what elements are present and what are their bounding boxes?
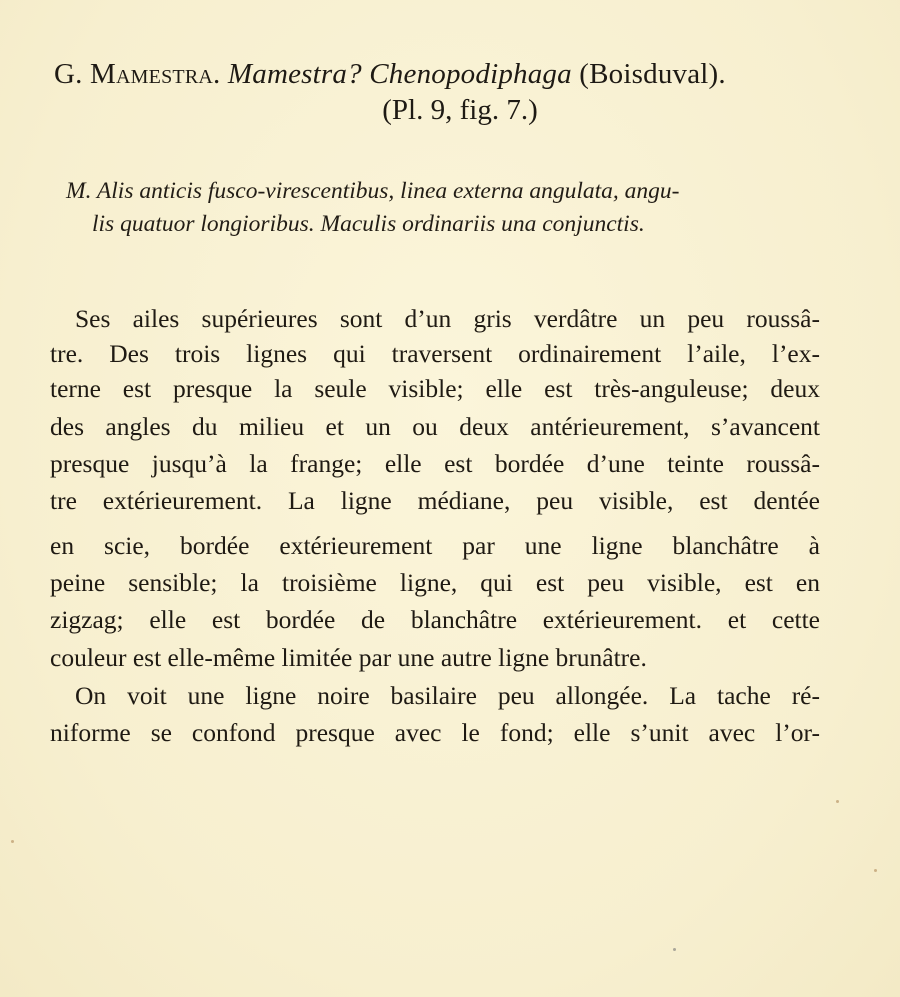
species-name: Mamestra? Chenopodiphaga	[227, 58, 572, 90]
body-text-line: Ses ailes supérieures sont d’un gris verdâtre un peu roussâ-	[75, 304, 820, 333]
body-text-line: terne est presque la seule visible; elle est très-anguleuse; deux	[50, 374, 820, 403]
body-text-line: On voit une ligne noire basilaire peu allongée. La tache ré-	[75, 681, 820, 710]
body-text-line: des angles du milieu et un ou deux antérieurement, s’avancent	[50, 412, 820, 441]
paper-speck	[836, 800, 839, 803]
heading-prefix: G.	[54, 58, 83, 90]
body-text-line: zigzag; elle est bordée de blanchâtre extérieurement. et cette	[50, 605, 820, 634]
latin-diagnosis-line-1: M. Alis anticis fusco-virescentibus, linea externa angulata, angu-	[66, 178, 680, 204]
body-text-line: tre. Des trois lignes qui traversent ordinairement l’aile, l’ex-	[50, 339, 820, 368]
body-text-line: niforme se confond presque avec le fond; elle s’unit avec l’or-	[50, 718, 820, 747]
body-text-line: couleur est elle-même limitée par une autre ligne brunâtre.	[50, 643, 647, 672]
paper-speck	[874, 869, 877, 872]
body-text-line: tre extérieurement. La ligne médiane, peu visible, est dentée	[50, 486, 820, 515]
paper-speck	[11, 840, 14, 843]
body-text-line: peine sensible; la troisième ligne, qui est peu visible, est en	[50, 568, 820, 597]
body-text-line: en scie, bordée extérieurement par une ligne blanchâtre à	[50, 531, 820, 560]
plate-reference: (Pl. 9, fig. 7.)	[382, 94, 538, 126]
author-name: (Boisduval).	[579, 58, 726, 90]
species-heading	[54, 58, 844, 91]
latin-diagnosis-line-2: lis quatuor longioribus. Maculis ordinariis una conjunctis.	[92, 211, 645, 237]
genus-name: Mamestra.	[90, 58, 221, 90]
paper-speck	[673, 948, 676, 951]
body-text-line: presque jusqu’à la frange; elle est bordée d’une teinte roussâ-	[50, 449, 820, 478]
